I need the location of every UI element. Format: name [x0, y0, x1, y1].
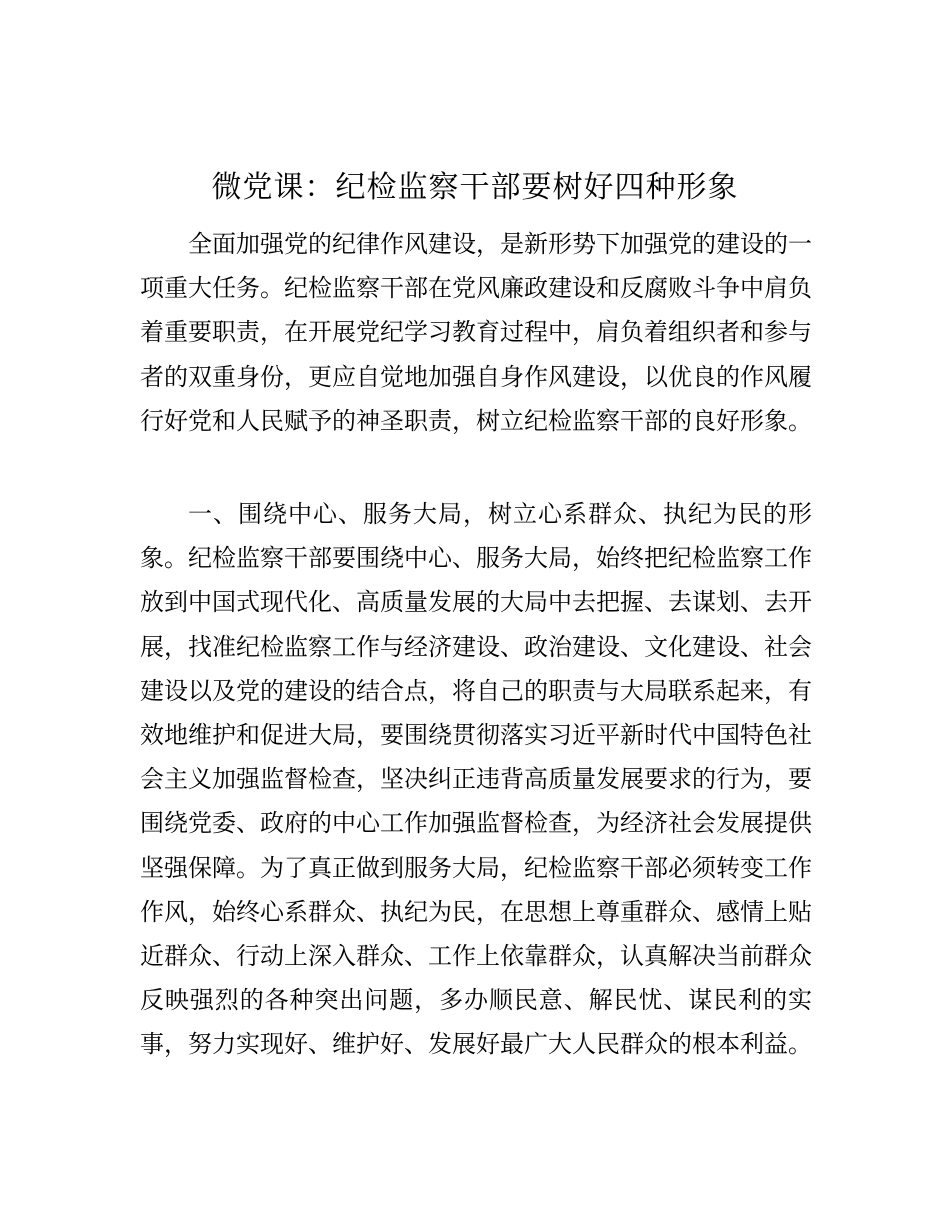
- paragraph-intro: 全面加强党的纪律作风建设，是新形势下加强党的建设的一项重大任务。纪检监察干部在党风廉政建设和反腐败斗争中肩负着重要职责，在开展党纪学习教育过程中，肩负着组织者和参与者的双重身份，更应自觉地加强自身作风建设，以优良的作风履行好党和人民赋予的神圣职责，树立纪检监察干部的良好形象。: [140, 230, 812, 435]
- document-title: 微党课：纪检监察干部要树好四种形象: [211, 170, 739, 205]
- paragraph-section-one: 一、围绕中心、服务大局，树立心系群众、执纪为民的形象。纪检监察干部要围绕中心、服务大局，始终把纪检监察工作放到中国式现代化、高质量发展的大局中去把握、去谋划、去开展，找准纪检监察工作与经济建设、政治建设、文化建设、社会建设以及党的建设的结合点，将自己的职责与大局联系起来，有效地维护和促进大局，要围绕贯彻落实习近平新时代中国特色社会主义加强监督检查，坚决纠正违背高质量发展要求的行为，要围绕党委、政府的中心工作加强监督检查，为经济社会发展提供坚强保障。为了真正做到服务大局，纪检监察干部必须转变工作作风，始终心系群众、执纪为民，在思想上尊重群众、感情上贴近群众、行动上深入群众、工作上依靠群众，认真解决当前群众反映强烈的各种突出问题，多办顺民意、解民忧、谋民利的实事，努力实现好、维护好、发展好最广大人民群众的根本利益。: [140, 500, 812, 1059]
